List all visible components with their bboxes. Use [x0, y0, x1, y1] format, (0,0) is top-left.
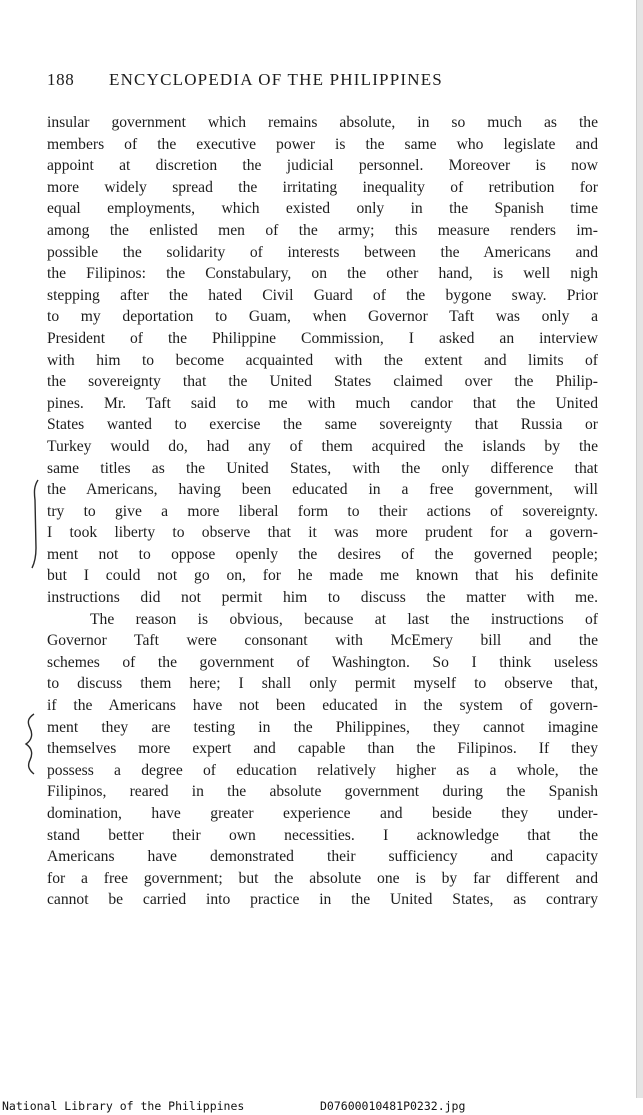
margin-brace-mark [22, 712, 38, 776]
paragraph-start-line: The reason is obvious, because at last the instructions of [90, 610, 598, 628]
footer-library-name: National Library of the Philippines [2, 1099, 245, 1113]
footer-file-name: D07600010481P0232.jpg [320, 1099, 466, 1113]
text-line: possess a degree of education relatively higher as a whole, the [47, 761, 598, 779]
page-header [47, 70, 607, 96]
text-line: insular government which remains absolute, in so much as the [47, 114, 598, 131]
text-line: members of the executive power is the same who legislate and [47, 135, 598, 153]
text-line: more widely spread the irritating inequality of retribution for [47, 178, 598, 196]
text-line: the Americans, having been educated in a free government, will [47, 481, 598, 499]
text-line: with him to become acquainted with the extent and limits of [47, 351, 598, 369]
scan-footer [0, 1098, 643, 1115]
text-line: but I could not go on, for he made me known that his definite [47, 567, 598, 585]
text-line: President of the Philippine Commission, I asked an interview [47, 329, 598, 347]
text-line: try to give a more liberal form to their actions of sovereignty. [47, 502, 598, 520]
text-line: cannot be carried into practice in the United States, as contrary [47, 891, 598, 909]
text-line: themselves more expert and capable than the Filipinos. If they [47, 740, 598, 758]
text-line: to my deportation to Guam, when Governor Taft was only a [47, 308, 598, 326]
body-text [47, 112, 598, 911]
running-title: ENCYCLOPEDIA OF THE PHILIPPINES [109, 70, 443, 89]
text-line: for a free government; but the absolute one is by far different and [47, 869, 598, 887]
text-line: ment not to oppose openly the desires of the governed people; [47, 545, 598, 563]
text-line: possible the solidarity of interests between the Americans and [47, 243, 598, 261]
scan-page-edge [636, 0, 643, 1098]
text-line: the sovereignty that the United States claimed over the Philip- [47, 373, 598, 391]
text-line: to discuss them here; I shall only permit myself to observe that, [47, 675, 598, 693]
text-line: the Filipinos: the Constabulary, on the other hand, is well nigh [47, 265, 598, 283]
text-line: Americans have demonstrated their sufficiency and capacity [47, 848, 598, 866]
text-line: Turkey would do, had any of them acquired the islands by the [47, 437, 598, 455]
page-number: 188 [47, 70, 75, 89]
text-line: schemes of the government of Washington. So I think useless [47, 653, 598, 671]
text-line: ment they are testing in the Philippines, they cannot imagine [47, 718, 598, 736]
text-line: I took liberty to observe that it was more prudent for a govern- [47, 524, 598, 542]
text-line: equal employments, which existed only in the Spanish time [47, 200, 598, 218]
text-line: appoint at discretion the judicial personnel. Moreover is now [47, 157, 598, 175]
margin-bracket-mark [28, 478, 42, 570]
text-line: among the enlisted men of the army; this measure renders im- [47, 221, 598, 239]
text-line: same titles as the United States, with the only difference that [47, 459, 598, 477]
text-line: stepping after the hated Civil Guard of the bygone sway. Prior [47, 286, 598, 304]
text-line: States wanted to exercise the same sovereignty that Russia or [47, 416, 598, 434]
text-line: stand better their own necessities. I acknowledge that the [47, 826, 598, 844]
text-line: Governor Taft were consonant with McEmery bill and the [47, 632, 598, 650]
text-line: Filipinos, reared in the absolute government during the Spanish [47, 783, 598, 801]
text-line: domination, have greater experience and beside they under- [47, 805, 598, 822]
text-line: pines. Mr. Taft said to me with much candor that the United [47, 394, 598, 412]
text-line: instructions did not permit him to discuss the matter with me. [47, 589, 598, 607]
text-line: if the Americans have not been educated in the system of govern- [47, 697, 598, 715]
